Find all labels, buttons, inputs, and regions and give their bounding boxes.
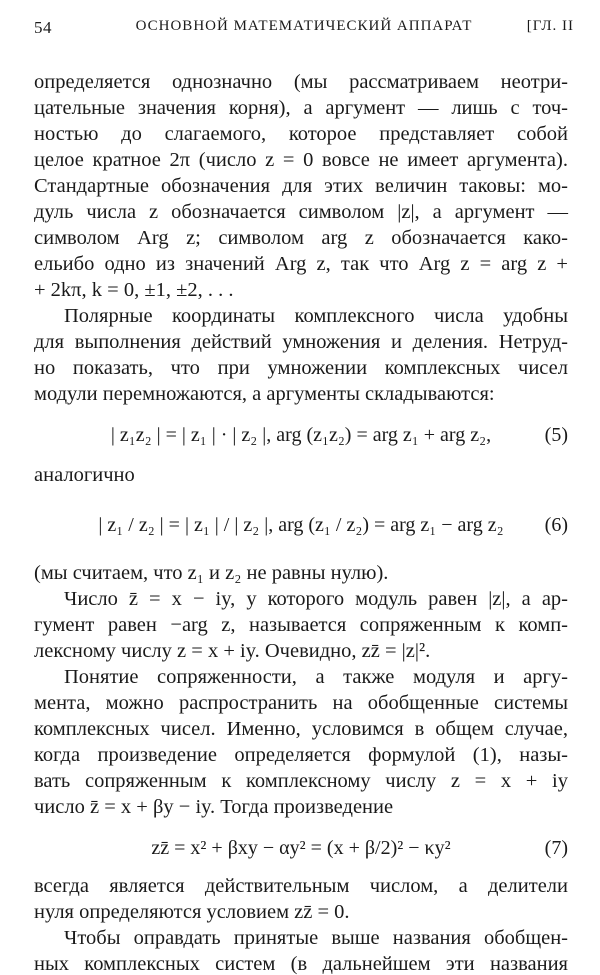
text-line: цательные значения корня), а аргумент — лишь с точ- [34,97,568,119]
equation-7-body: zz̄ = x² + βxy − αy² = (x + β/2)² − κy² [151,837,451,859]
paragraph-start: Число z̄ = x − iy, у которого модуль равен |z|, а ар- [64,588,568,610]
text-line: (мы считаем, что z₁ и z₂ не равны нулю). [34,562,389,584]
text-line: комплексных чисел. Именно, условимся в общем случае, [34,718,568,740]
text-line: вать сопряженным к комплексному числу z = x + iy [34,770,568,792]
text-line: целое кратное 2π (число z = 0 вовсе не имеет аргумента). [34,149,568,171]
text-line: модули перемножаются, а аргументы складываются: [34,383,495,405]
text-line: всегда является действительным числом, а делители [34,875,568,897]
text-line: гумент равен −arg z, называется сопряженным к комп- [34,614,568,636]
text-line: нуля определяются условием zz̄ = 0. [34,901,350,923]
paragraph-start: Понятие сопряженности, а также модуля и аргу- [64,666,568,688]
text-line: символом Arg z; символом arg z обозначается како- [34,227,568,249]
equation-7-number: (7) [544,837,568,859]
text-line: аналогично [34,464,135,486]
paragraph-start: Чтобы оправдать принятые выше названия обобщен- [64,927,568,949]
running-header [34,18,574,44]
text-line: число z̄ = x + βy − iy. Тогда произведение [34,796,394,818]
text-line: ностью до слагаемого, которое представляет собой [34,123,568,145]
equation-5-body: | z₁z₂ | = | z₁ | · | z₂ |, arg (z₁z₂) = arg z₁ + arg z₂, [110,424,492,446]
header-title: ОСНОВНОЙ МАТЕМАТИЧЕСКИЙ АППАРАТ [135,18,473,34]
chapter-label: [ГЛ. II [526,18,574,34]
text-line: но показать, что при умножении комплексных чисел [34,357,568,379]
text-line: когда произведение определяется формулой (1), назы- [34,744,568,766]
text-line: Стандартные обозначения для этих величин таковы: мо- [34,175,568,197]
equation-5-number: (5) [544,424,568,446]
equation-6-number: (6) [544,514,568,536]
equation-6-body: | z₁ / z₂ | = | z₁ | / | z₂ |, arg (z₁ / z₂) = arg z₁ − arg z₂ [98,514,504,536]
text-line: + 2kπ, k = 0, ±1, ±2, . . . [34,279,234,301]
text-line: определяется однозначно (мы рассматриваем неотри- [34,71,568,93]
text-line: дуль числа z обозначается символом |z|, а аргумент — [34,201,568,223]
text-line: ельибо одно из значений Arg z, так что Arg z = arg z + [34,253,568,275]
text-line: мента, можно распространить на обобщенные системы [34,692,568,714]
page-number: 54 [34,18,52,37]
text-line: ных комплексных систем (в дальнейшем эти названия [34,953,568,975]
text-line: лексному числу z = x + iy. Очевидно, zz̄ = |z|². [34,640,431,662]
text-line: для выполнения действий умножения и деления. Нетруд- [34,331,568,353]
paragraph-start: Полярные координаты комплексного числа удобны [64,305,568,327]
